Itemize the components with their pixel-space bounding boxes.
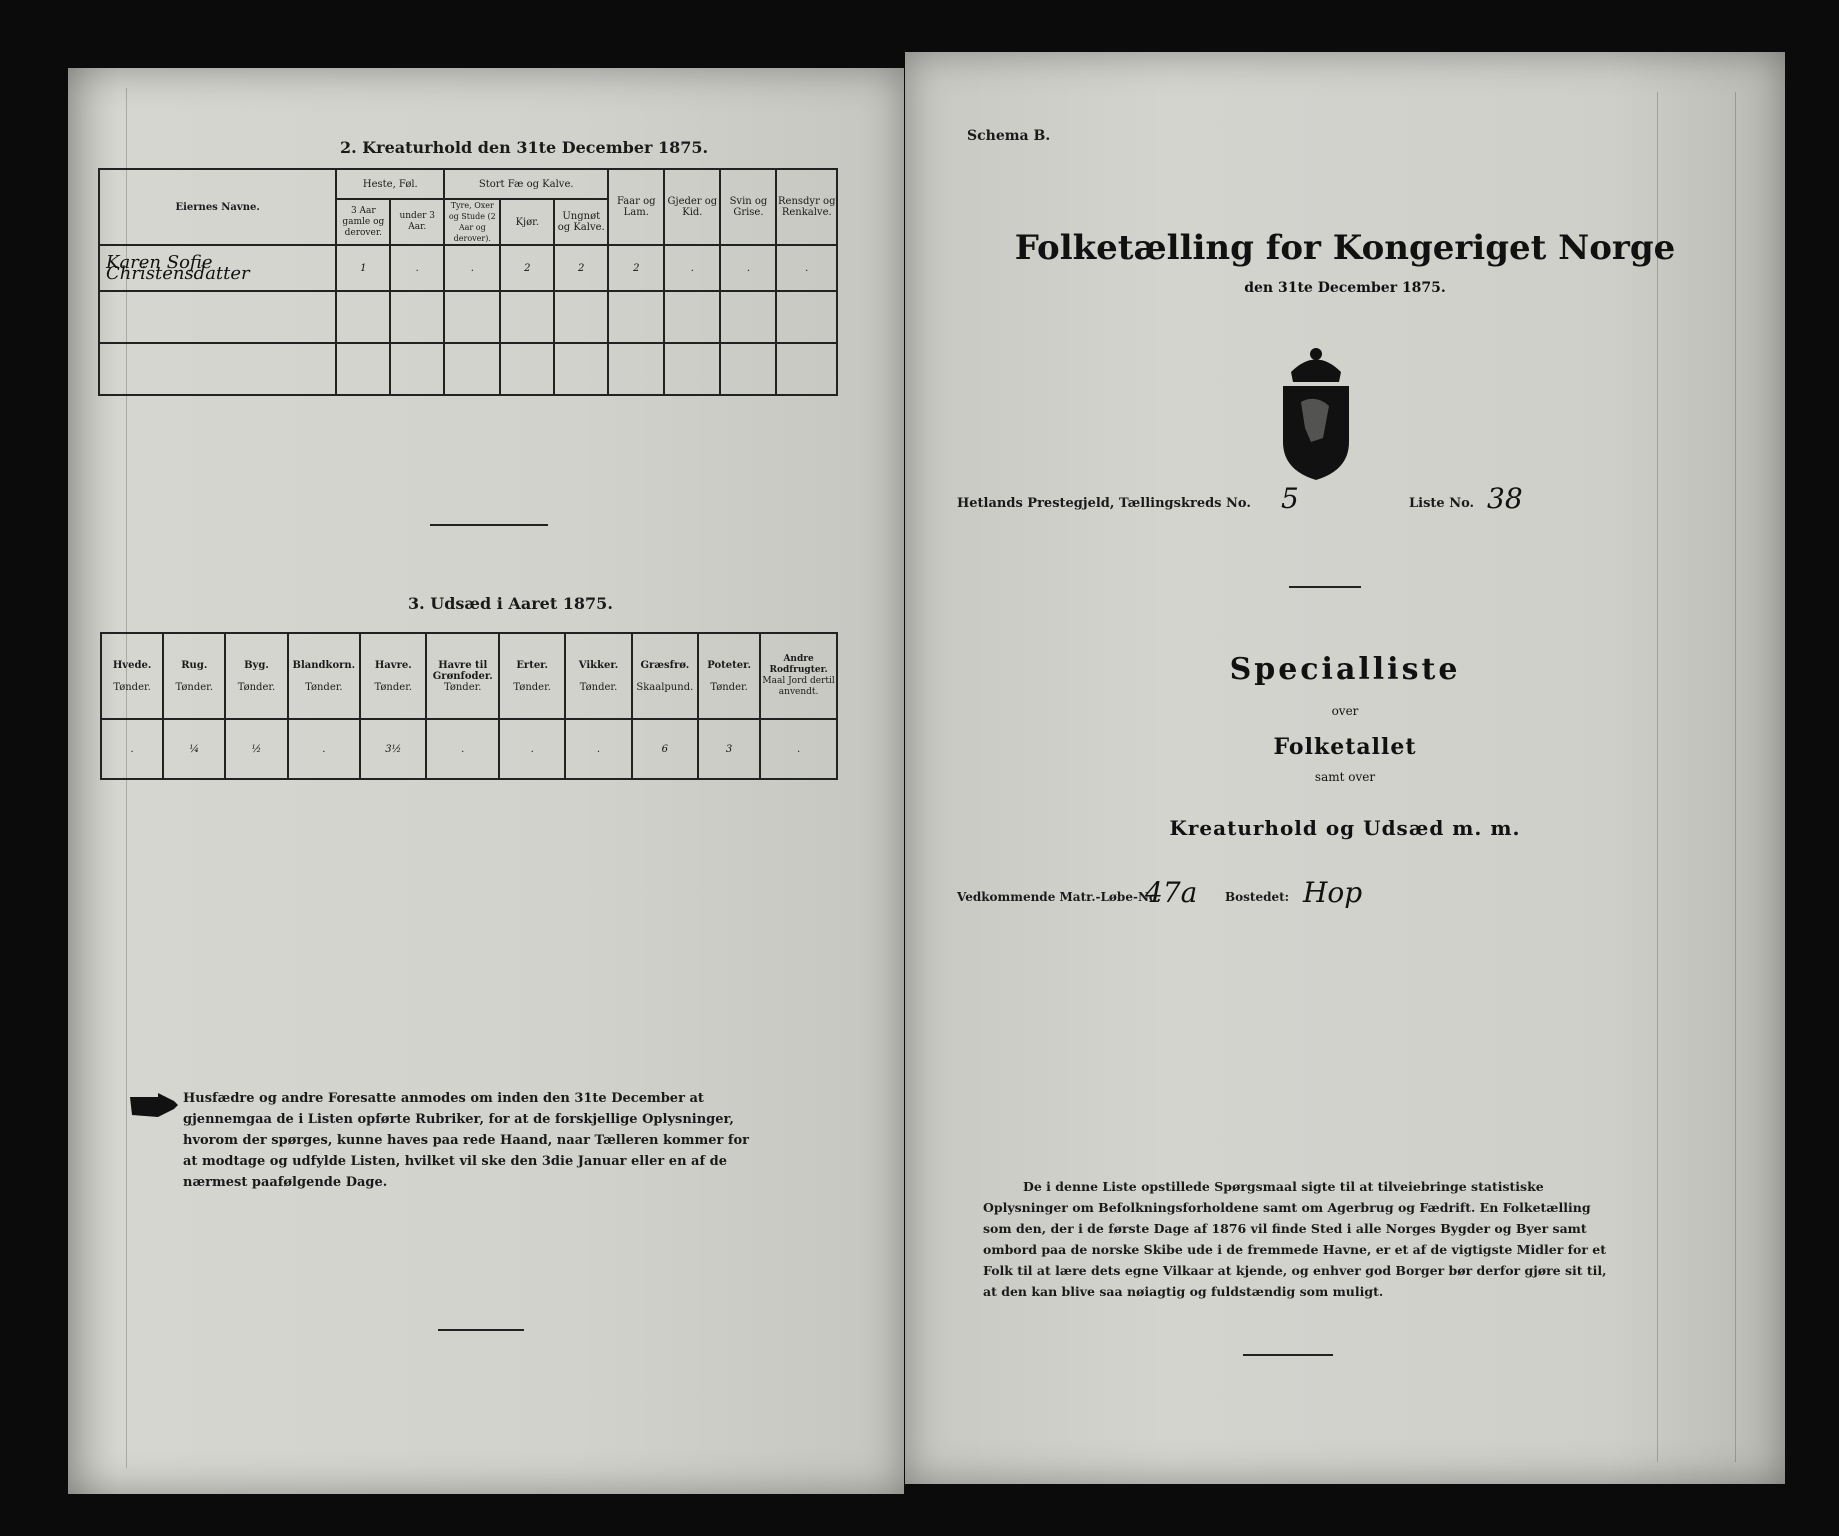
seed-val-0: . bbox=[101, 719, 163, 779]
cell-horses-adult: 1 bbox=[336, 245, 390, 291]
document-title: Folketælling for Kongeriget Norge bbox=[1014, 228, 1676, 268]
matr-number: 47a bbox=[1145, 876, 1198, 909]
seed-val-2: ½ bbox=[225, 719, 287, 779]
district-label: Hetlands Prestegjeld, Tællingskreds No. bbox=[957, 496, 1251, 511]
seed-val-6: . bbox=[499, 719, 565, 779]
folketallet-title: Folketallet bbox=[1273, 734, 1417, 760]
cell-calves: 2 bbox=[554, 245, 608, 291]
owner-name: Karen Sofie Christensdatter bbox=[99, 245, 336, 291]
explanation-paragraph: De i denne Liste opstillede Spørgsmaal sigte til at tilveiebringe statistiske Oplysninger om Befolkningsforholdene samt om Agerbrug og Fædrift. En Folketælling som den, der i de første Dage af 1876 vil finde Sted i alle Norges Bygder og Byer samt ombord paa de norske Skibe ude i de fremmede Havne, er et af de vigtigste Midler for et Folk til at lære dets egne Vilkaar at kjende, og enhver god Borger bør derfor gjøre sit til, at den kan blive saa nøiagtig og fuldstændig som muligt. bbox=[983, 1179, 1607, 1299]
cell-cows: 2 bbox=[500, 245, 554, 291]
seed-col-0: Hvede. Tønder. bbox=[101, 633, 163, 719]
col-horses-young: under 3 Aar. bbox=[390, 199, 444, 245]
seed-val-8: 6 bbox=[632, 719, 698, 779]
bostedet-label: Bostedet: bbox=[1225, 890, 1290, 904]
seed-col-5: Havre til Grønfoder. Tønder. bbox=[426, 633, 499, 719]
special-list-title: Specialliste bbox=[1229, 652, 1461, 687]
col-bulls: Tyre, Oxer og Stude (2 Aar og derover). bbox=[444, 199, 500, 245]
seed-col-7: Vikker. Tønder. bbox=[565, 633, 631, 719]
col-horses-adult: 3 Aar gamle og derover. bbox=[336, 199, 390, 245]
seed-table bbox=[100, 632, 838, 780]
table-row bbox=[99, 245, 837, 291]
divider bbox=[438, 1329, 524, 1331]
table-row bbox=[99, 343, 837, 395]
col-sheep: Faar og Lam. bbox=[608, 169, 664, 245]
seed-val-9: 3 bbox=[698, 719, 760, 779]
col-calves: Ungnøt og Kalve. bbox=[554, 199, 608, 245]
seed-col-3: Blandkorn. Tønder. bbox=[288, 633, 361, 719]
cell-reindeer: . bbox=[776, 245, 837, 291]
matr-label: Vedkommende Matr.-Løbe-No. bbox=[957, 890, 1161, 904]
bostedet-value: Hop bbox=[1303, 876, 1363, 909]
notice-text: Husfædre og andre Foresatte anmodes om inden den 31te December at gjennemgaa de i Listen opførte Rubriker, for at de forskjellige Oplysninger, hvorom der spørges, kunne haves paa rede Haand, naar Tælleren kommer for at modtage og udfylde Listen, hvilket vil ske den 3die Januar eller en af de nærmest paafølgende Dage. bbox=[183, 1091, 749, 1190]
samt-over-text: samt over bbox=[1314, 770, 1376, 784]
col-goats: Gjeder og Kid. bbox=[664, 169, 720, 245]
seed-col-8: Græsfrø. Skaalpund. bbox=[632, 633, 698, 719]
pointing-hand-icon bbox=[128, 1091, 180, 1119]
col-cattle: Stort Fæ og Kalve. bbox=[444, 169, 608, 199]
document-date: den 31te December 1875. bbox=[1244, 280, 1446, 296]
table-row bbox=[101, 719, 837, 779]
seed-col-4: Havre. Tønder. bbox=[360, 633, 426, 719]
schema-label: Schema B. bbox=[967, 128, 1051, 144]
cell-bulls: . bbox=[444, 245, 500, 291]
col-horses: Heste, Føl. bbox=[336, 169, 444, 199]
section-3-title: 3. Udsæd i Aaret 1875. bbox=[408, 594, 613, 613]
kreaturhold-title: Kreaturhold og Udsæd m. m. bbox=[1169, 816, 1521, 840]
col-owner-names: Eiernes Navne. bbox=[99, 169, 336, 245]
seed-val-1: ¼ bbox=[163, 719, 225, 779]
seed-val-10: . bbox=[760, 719, 837, 779]
table-row bbox=[99, 291, 837, 343]
over-text: over bbox=[1331, 704, 1359, 718]
liste-number: 38 bbox=[1487, 482, 1523, 515]
seed-col-9: Poteter. Tønder. bbox=[698, 633, 760, 719]
livestock-table bbox=[98, 168, 838, 396]
seed-col-1: Rug. Tønder. bbox=[163, 633, 225, 719]
col-cows: Kjør. bbox=[500, 199, 554, 245]
seed-val-4: 3½ bbox=[360, 719, 426, 779]
seed-col-2: Byg. Tønder. bbox=[225, 633, 287, 719]
left-page bbox=[68, 68, 904, 1494]
divider bbox=[430, 524, 548, 526]
cell-horses-young: . bbox=[390, 245, 444, 291]
divider bbox=[1289, 586, 1361, 588]
cell-sheep: 2 bbox=[608, 245, 664, 291]
cell-goats: . bbox=[664, 245, 720, 291]
col-reindeer: Rensdyr og Renkalve. bbox=[776, 169, 837, 245]
right-page bbox=[905, 52, 1785, 1484]
seed-val-7: . bbox=[565, 719, 631, 779]
seed-col-10: Andre Rodfrugter. Maal Jord dertil anvendt. bbox=[760, 633, 837, 719]
liste-label: Liste No. bbox=[1409, 496, 1475, 511]
seed-val-5: . bbox=[426, 719, 499, 779]
col-pigs: Svin og Grise. bbox=[720, 169, 776, 245]
coat-of-arms-icon bbox=[1261, 342, 1371, 482]
seed-col-6: Erter. Tønder. bbox=[499, 633, 565, 719]
cell-pigs: . bbox=[720, 245, 776, 291]
section-2-title: 2. Kreaturhold den 31te December 1875. bbox=[340, 138, 709, 157]
district-number: 5 bbox=[1281, 482, 1299, 515]
divider bbox=[1243, 1354, 1333, 1356]
seed-val-3: . bbox=[288, 719, 361, 779]
